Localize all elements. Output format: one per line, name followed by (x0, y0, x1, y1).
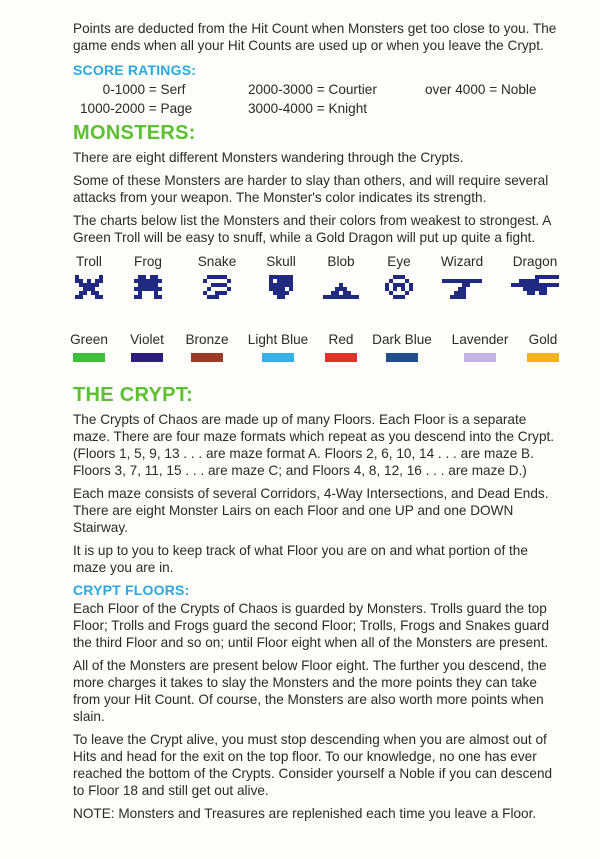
monster-skull (257, 254, 305, 299)
monster-name: Snake (197, 254, 237, 269)
floors-paragraph: All of the Monsters are present below Floor eight. The further you descend, the more charges it takes to slay the Monsters and the more points they can take from your Hit Count. Of course, the Monsters are also worth more points when slain. (73, 658, 547, 724)
note-paragraph: NOTE: Monsters and Treasures are replenished each time you leave a Floor. (73, 806, 537, 821)
score-title: = Page (145, 101, 193, 116)
color-name: Green (70, 332, 108, 347)
snake-icon (203, 275, 231, 299)
color-bronze (183, 332, 231, 362)
intro-paragraph: Points are deducted from the Hit Count when Monsters get too close to you. The game ends when all your Hit Counts are used up or when you leave the Crypt. (73, 21, 557, 53)
score-range: 0-1000 (102, 82, 145, 97)
color-swatch (527, 353, 559, 362)
crypt-floors-heading: CRYPT FLOORS: (73, 582, 190, 598)
color-name: Dark Blue (372, 332, 432, 347)
color-swatch (262, 353, 294, 362)
monsters-paragraph: The charts below list the Monsters and their colors from weakest to strongest. A Green Troll will be easy to snuff, while a Gold Dragon will put up quite a fight. (73, 213, 551, 245)
monster-frog (124, 254, 172, 299)
color-name: Lavender (451, 332, 509, 347)
monsters-heading: MONSTERS: (73, 122, 196, 144)
color-swatch (464, 353, 496, 362)
color-name: Red (328, 332, 354, 347)
monsters-paragraph: Some of these Monsters are harder to slay than others, and will require several attacks from your weapon. The Monster's color indicates its strength. (73, 173, 549, 205)
monster-snake (189, 254, 245, 299)
color-swatch (386, 353, 418, 362)
frog-icon (134, 275, 162, 299)
monster-name: Wizard (440, 254, 484, 269)
blob-icon (323, 275, 359, 299)
score-range: over 4000 (425, 82, 486, 97)
color-dark-blue (369, 332, 435, 362)
crypt-paragraph: It is up to you to keep track of what Floor you are on and what portion of the maze you are in. (73, 543, 528, 575)
score-title: = Courtier (313, 82, 377, 97)
color-red (323, 332, 359, 362)
crypt-heading: THE CRYPT: (73, 384, 194, 406)
score-title: = Serf (145, 82, 186, 97)
score-range: 1000-2000 (79, 101, 145, 116)
monster-dragon (509, 254, 561, 299)
crypt-paragraph: The Crypts of Chaos are made up of many Floors. Each Floor is a separate maze. There are four maze formats which repeat as you descend into the Crypt. (Floors 1, 5, 9, 13 . . . are maze format A. Floors 2, 6, 10, 14 . . . are maze B. Floors 3, 7, 11, 15 . . . are maze C; and Floors 4, 8, 12, 16 . . . are maze D.) (73, 412, 555, 478)
score-row (73, 99, 537, 118)
color-swatch (73, 353, 105, 362)
monster-chart (70, 254, 563, 384)
monster-name: Blob (327, 254, 355, 269)
score-row (73, 80, 537, 99)
floors-paragraph: Each Floor of the Crypts of Chaos is guarded by Monsters. Trolls guard the top Floor; Trolls and Frogs guard the second Floor; Trolls, Frogs and Snakes guard the third Floor and so on; until Floor eight when all of the Monsters are present. (73, 601, 550, 650)
monster-name: Skull (266, 254, 296, 269)
monster-name: Dragon (512, 254, 558, 269)
color-swatch (191, 353, 223, 362)
color-swatch (325, 353, 357, 362)
color-violet (125, 332, 169, 362)
color-lavender (449, 332, 511, 362)
color-name: Light Blue (247, 332, 309, 347)
monster-blob (317, 254, 365, 299)
monster-name: Eye (387, 254, 411, 269)
monsters-paragraph: There are eight different Monsters wandering through the Crypts. (73, 150, 464, 165)
skull-icon (269, 275, 293, 299)
color-swatch (131, 353, 163, 362)
score-ratings-table (73, 80, 537, 118)
wizard-icon (442, 275, 482, 299)
floors-paragraph: To leave the Crypt alive, you must stop descending when you are almost out of Hits and head for the exit on the top floor. To our knowledge, no one has ever reached the bottom of the Crypts. Consider yourself a Noble if you can descend to Floor 18 and still get out alive. (73, 732, 553, 798)
dragon-icon (511, 275, 559, 299)
color-chart (70, 332, 563, 372)
score-title: = Knight (313, 101, 368, 116)
monster-troll (65, 254, 113, 299)
color-name: Violet (130, 332, 164, 347)
color-name: Bronze (185, 332, 229, 347)
color-green (69, 332, 109, 362)
color-gold (523, 332, 563, 362)
color-name: Gold (528, 332, 558, 347)
crypt-paragraph: Each maze consists of several Corridors, 4-Way Intersections, and Dead Ends. There are eight Monster Lairs on each Floor and one UP and one DOWN Stairway. (73, 486, 549, 535)
monster-eye (375, 254, 423, 299)
eye-icon (385, 275, 413, 299)
score-ratings-heading: SCORE RATINGS: (73, 62, 197, 78)
monster-name: Frog (134, 254, 162, 269)
monster-wizard (435, 254, 489, 299)
score-range: 2000-3000 (247, 82, 313, 97)
color-light-blue (245, 332, 311, 362)
manual-page (70, 20, 563, 822)
monster-name: Troll (76, 254, 102, 269)
score-title: = Noble (485, 82, 537, 97)
score-range: 3000-4000 (247, 101, 313, 116)
troll-icon (75, 275, 103, 299)
